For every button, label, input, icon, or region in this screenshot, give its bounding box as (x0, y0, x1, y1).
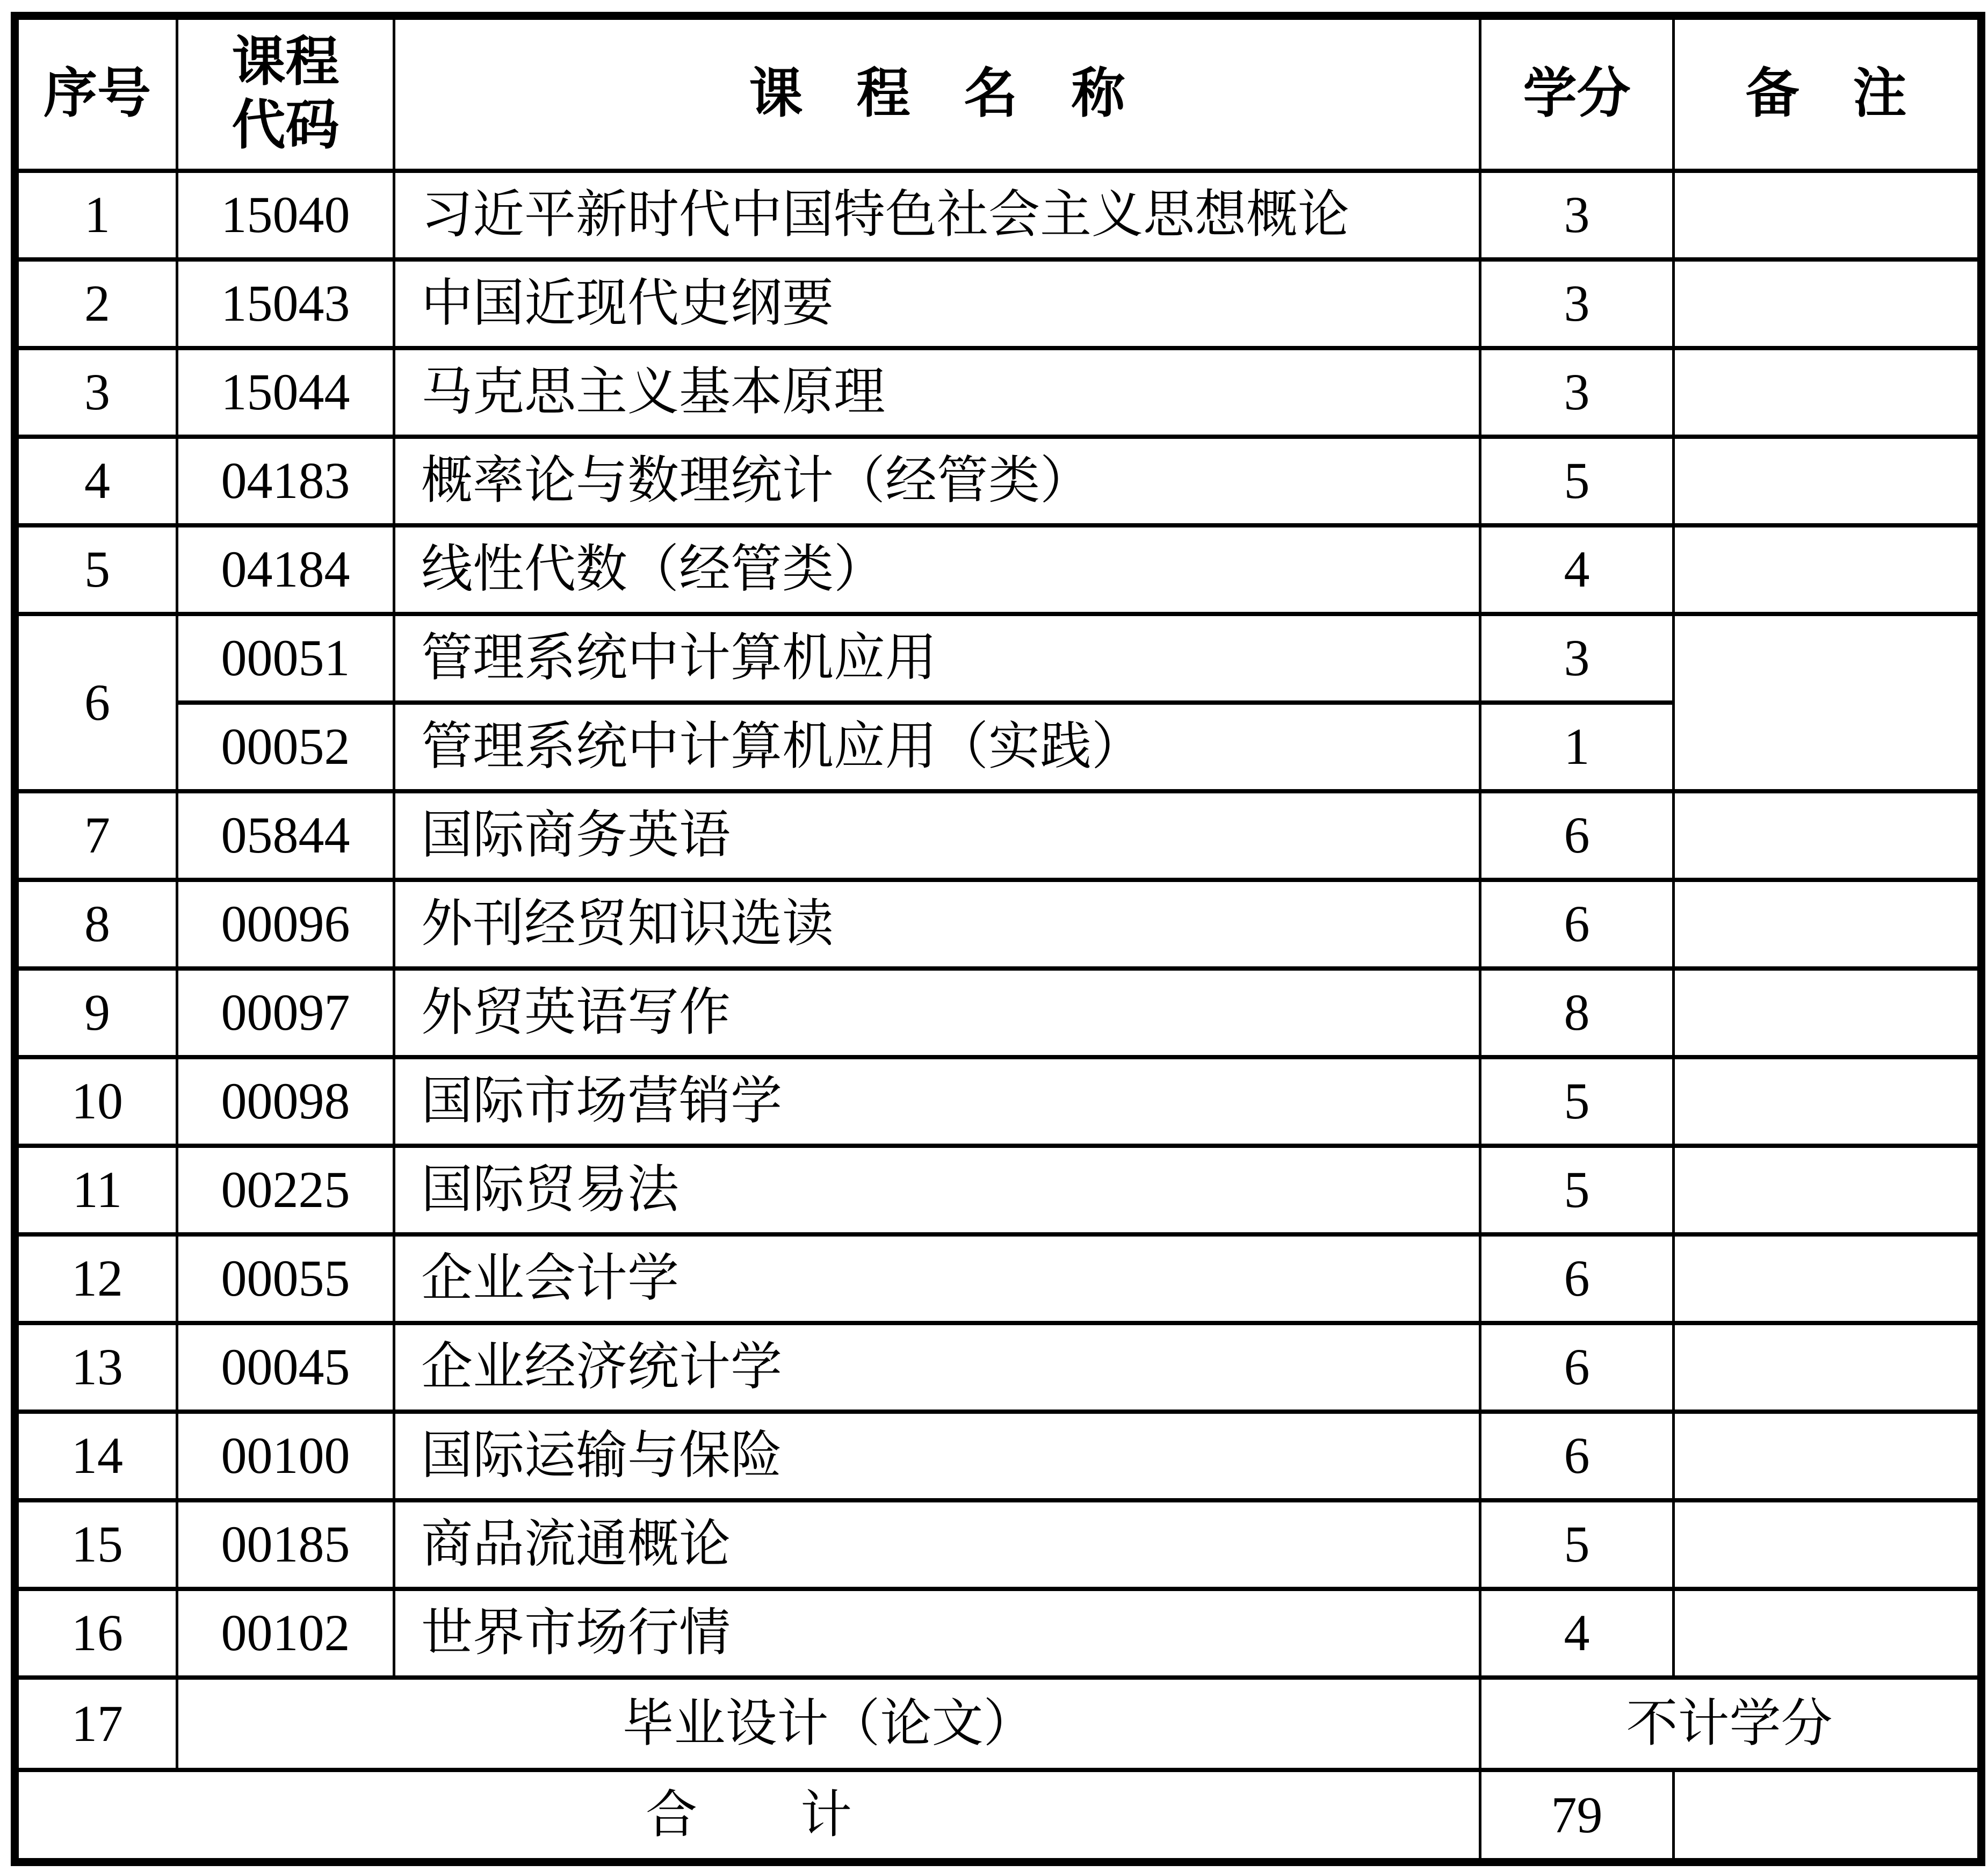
course-row (15, 1500, 1982, 1589)
course-remarks-cell (1674, 348, 1982, 437)
course-no-cell: 5 (15, 525, 177, 614)
course-no-cell: 3 (15, 348, 177, 437)
course-name-cell: 国际市场营销学 (394, 1057, 1480, 1146)
course-no-cell: 2 (15, 259, 177, 348)
course-code-cell: 00051 (177, 614, 394, 703)
course-remarks-cell (1674, 1323, 1982, 1412)
course-credits-cell: 3 (1480, 171, 1674, 259)
course-credits-cell: 3 (1480, 614, 1674, 703)
course-no-cell: 7 (15, 791, 177, 880)
course-remarks-cell (1674, 880, 1982, 968)
course-no-cell: 12 (15, 1234, 177, 1323)
course-name-cell: 概率论与数理统计（经管类） (394, 437, 1480, 525)
course-row (15, 1146, 1982, 1234)
course-code-cell: 00102 (177, 1589, 394, 1678)
header-course-name: 课 程 名 称 (394, 16, 1480, 171)
course-credits-cell: 6 (1480, 1323, 1674, 1412)
course-remarks-cell (1674, 437, 1982, 525)
course-name-cell: 国际运输与保险 (394, 1412, 1480, 1500)
course-credits-cell: 5 (1480, 1500, 1674, 1589)
course-code-cell: 04183 (177, 437, 394, 525)
course-name-cell: 马克思主义基本原理 (394, 348, 1480, 437)
course-row (15, 1412, 1982, 1500)
course-name-cell: 线性代数（经管类） (394, 525, 1480, 614)
course-code-cell: 05844 (177, 791, 394, 880)
course-no-cell: 8 (15, 880, 177, 968)
course-code-cell: 00096 (177, 880, 394, 968)
course-row (15, 348, 1982, 437)
course-remarks-cell (1674, 1412, 1982, 1500)
course-remarks-cell (1674, 791, 1982, 880)
course-credits-cell: 5 (1480, 1146, 1674, 1234)
course-table (11, 12, 1985, 1866)
course-remarks-cell (1674, 525, 1982, 614)
course-remarks-cell (1674, 614, 1982, 791)
header-index: 序号 (15, 16, 177, 171)
header-credits: 学分 (1480, 16, 1674, 171)
course-no-cell: 16 (15, 1589, 177, 1678)
header-course-code (177, 16, 394, 171)
course-code-cell: 00055 (177, 1234, 394, 1323)
thesis-row (15, 1678, 1982, 1770)
course-row (15, 614, 1982, 703)
course-remarks-cell (1674, 1589, 1982, 1678)
course-no-cell: 10 (15, 1057, 177, 1146)
course-code-cell: 15044 (177, 348, 394, 437)
course-name-cell: 商品流通概论 (394, 1500, 1480, 1589)
course-no-cell: 1 (15, 171, 177, 259)
course-no-cell: 13 (15, 1323, 177, 1412)
course-remarks-cell (1674, 1146, 1982, 1234)
course-no-cell: 4 (15, 437, 177, 525)
course-code-cell: 00052 (177, 703, 394, 791)
course-code-cell: 00100 (177, 1412, 394, 1500)
course-code-cell: 00185 (177, 1500, 394, 1589)
course-row (15, 791, 1982, 880)
course-credits-cell: 5 (1480, 1057, 1674, 1146)
course-name-cell: 外贸英语写作 (394, 968, 1480, 1057)
course-code-cell: 00225 (177, 1146, 394, 1234)
course-code-cell: 00045 (177, 1323, 394, 1412)
thesis-no-cell: 17 (15, 1678, 177, 1770)
course-code-cell: 04184 (177, 525, 394, 614)
course-code-cell: 00098 (177, 1057, 394, 1146)
course-name-cell: 企业经济统计学 (394, 1323, 1480, 1412)
total-row (15, 1770, 1982, 1862)
total-remarks-cell (1674, 1770, 1982, 1862)
course-code-cell: 15043 (177, 259, 394, 348)
course-row (15, 259, 1982, 348)
course-credits-cell: 6 (1480, 1234, 1674, 1323)
course-credits-cell: 6 (1480, 791, 1674, 880)
course-credits-cell: 4 (1480, 525, 1674, 614)
course-row (15, 880, 1982, 968)
course-no-cell: 9 (15, 968, 177, 1057)
course-remarks-cell (1674, 1057, 1982, 1146)
course-remarks-cell (1674, 1234, 1982, 1323)
header-course-code-line2: 代码 (232, 96, 339, 156)
course-remarks-cell (1674, 171, 1982, 259)
course-row (15, 437, 1982, 525)
course-remarks-cell (1674, 1500, 1982, 1589)
course-code-cell: 00097 (177, 968, 394, 1057)
course-credits-cell: 8 (1480, 968, 1674, 1057)
course-row (15, 1057, 1982, 1146)
course-code-cell: 15040 (177, 171, 394, 259)
course-name-cell: 管理系统中计算机应用 (394, 614, 1480, 703)
header-row (15, 16, 1982, 171)
header-course-code-line1: 课程 (232, 32, 339, 92)
thesis-name-cell: 毕业设计（论文） (177, 1678, 1480, 1770)
total-label-cell: 合 计 (15, 1770, 1480, 1862)
course-credits-cell: 1 (1480, 703, 1674, 791)
course-row (15, 1234, 1982, 1323)
course-no-cell: 14 (15, 1412, 177, 1500)
course-no-cell: 11 (15, 1146, 177, 1234)
course-name-cell: 中国近现代史纲要 (394, 259, 1480, 348)
course-name-cell: 国际商务英语 (394, 791, 1480, 880)
course-row (15, 1589, 1982, 1678)
course-credits-cell: 3 (1480, 259, 1674, 348)
total-credits-cell: 79 (1480, 1770, 1674, 1862)
course-row (15, 171, 1982, 259)
course-credits-cell: 4 (1480, 1589, 1674, 1678)
header-remarks: 备 注 (1674, 16, 1982, 171)
course-name-cell: 国际贸易法 (394, 1146, 1480, 1234)
thesis-credits-note-cell: 不计学分 (1480, 1678, 1982, 1770)
course-no-cell: 6 (15, 614, 177, 791)
course-name-cell: 习近平新时代中国特色社会主义思想概论 (394, 171, 1480, 259)
course-row (15, 525, 1982, 614)
course-remarks-cell (1674, 968, 1982, 1057)
course-name-cell: 世界市场行情 (394, 1589, 1480, 1678)
course-remarks-cell (1674, 259, 1982, 348)
course-credits-cell: 3 (1480, 348, 1674, 437)
course-no-cell: 15 (15, 1500, 177, 1589)
course-row (15, 1323, 1982, 1412)
course-name-cell: 外刊经贸知识选读 (394, 880, 1480, 968)
course-name-cell: 管理系统中计算机应用（实践） (394, 703, 1480, 791)
course-credits-cell: 6 (1480, 880, 1674, 968)
course-row (15, 968, 1982, 1057)
course-name-cell: 企业会计学 (394, 1234, 1480, 1323)
course-credits-cell: 5 (1480, 437, 1674, 525)
course-credits-cell: 6 (1480, 1412, 1674, 1500)
